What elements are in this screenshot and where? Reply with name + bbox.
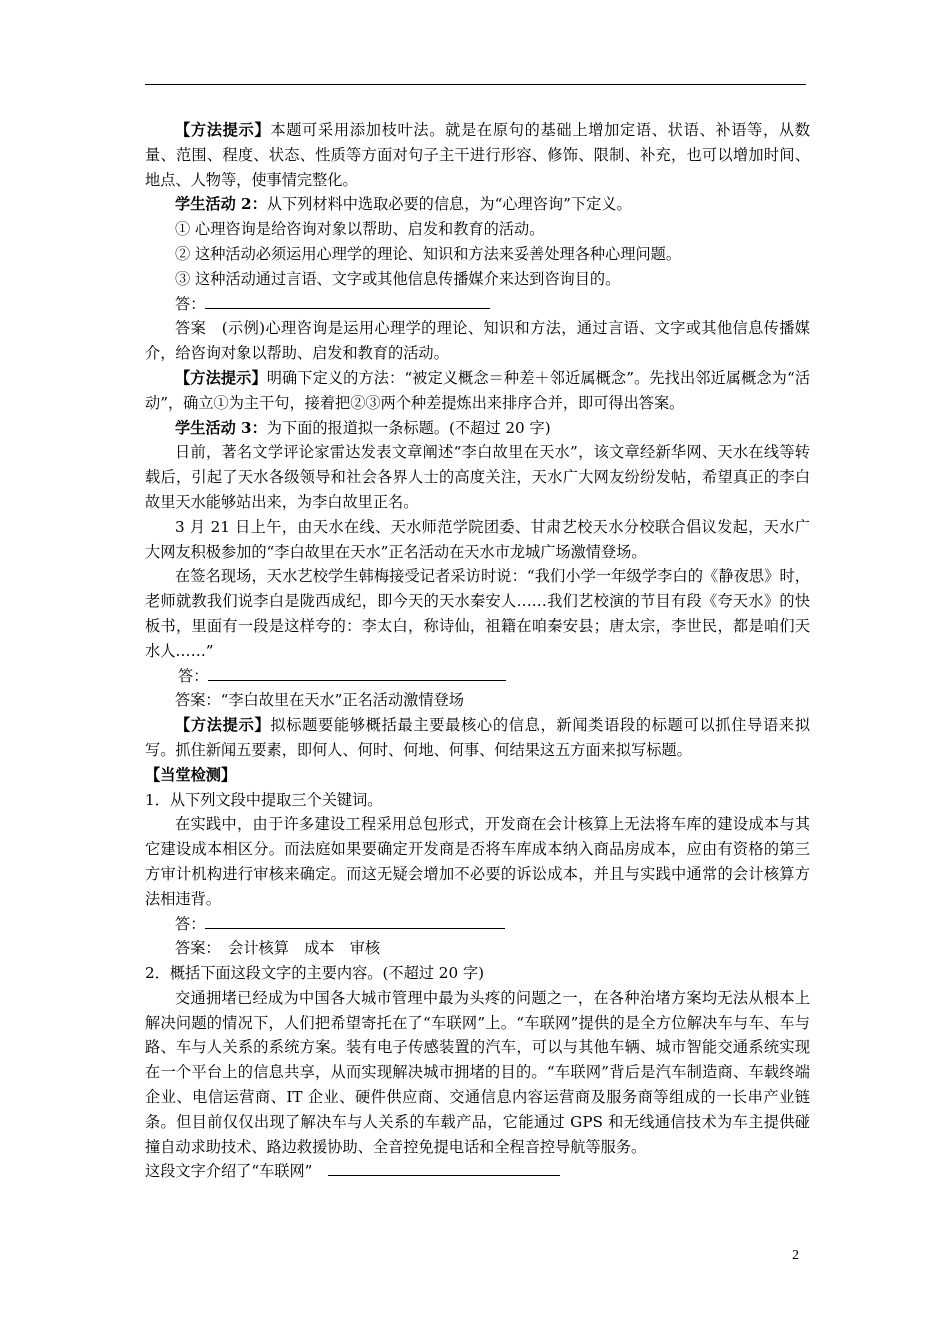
method-tip-3 [145, 713, 810, 763]
lead-text: 这段文字介绍了“车联网” [145, 1162, 313, 1181]
question-2-prompt: 2．概括下面这段文字的主要内容。(不超过 20 字) [145, 964, 485, 983]
material-item: ① 心理咨询是给咨询对象以帮助、启发和教育的活动。 [175, 220, 545, 239]
answer-label: 答： [178, 666, 209, 685]
answer-text: 答案 (示例)心理咨询是运用心理学的理论、知识和方法，通过言语、文字或其他信息传播媒介，给咨询对象以帮助、启发和教育的活动。 [145, 319, 810, 363]
question-1-passage: 在实践中，由于许多建设工程采用总包形式，开发商在会计核算上无法将车库的建设成本与其它建设成本相区分。而法庭如果要确定开发商是否将车库成本纳入商品房成本，应由有资格的第三方审计机构进行审核来确定。而这无疑会增加不必要的诉讼成本，并且与实践中通常的会计核算方法相违背。 [145, 815, 810, 908]
method-text: 拟标题要能够概括最主要最核心的信息，新闻类语段的标题可以抓住导语来拟写。抓住新闻五要素，即何人、何时、何地、何事、何结果这五方面来拟写标题。 [145, 716, 811, 759]
method-tip-2 [145, 366, 810, 416]
answer-blank[interactable] [328, 1159, 560, 1176]
question-2-passage: 交通拥堵已经成为中国各大城市管理中最为头疼的问题之一，在各种治堵方案均无法从根本上解决问题的情况下，人们把希望寄托在了“车联网”上。“车联网”提供的是全方位解决车与车、车与路、车与人关系的系统方案。装有电子传感装置的汽车，可以与其他车辆、城市智能交通系统实现在一个平台上的信息共享，从而实现解决城市拥堵的目的。“车联网”背后是汽车制造商、车载终端企业、电信运营商、IT 企业、硬件供应商、交通信息内容运营商及服务商等组成的一长串产业链条。但目前仅仅出现了解决车与人关系的车载产品，它能通过 GPS 和无线通信技术为车主提供碰撞自动求助技术、路边救援协助、全音控免提电话和全程音控导航等服务。 [145, 988, 810, 1156]
document-body [145, 118, 810, 1184]
header-rule [145, 84, 806, 85]
answer-line [145, 664, 810, 689]
activity-2-heading [145, 192, 810, 217]
answer-blank[interactable] [205, 912, 505, 929]
activity-prompt: 从下列材料中选取必要的信息，为“心理咨询”下定义。 [266, 195, 632, 214]
answer-blank[interactable] [205, 292, 490, 309]
answer-text: 答案：“李白故里在天水”正名活动激情登场 [175, 691, 464, 710]
material-item: ③ 这种活动通过言语、文字或其他信息传播媒介来达到咨询目的。 [175, 269, 621, 288]
news-paragraph: 在签名现场，天水艺校学生韩梅接受记者采访时说：“我们小学一年级学李白的《静夜思》时，老师就教我们说李白是陇西成纪，即今天的天水秦安人……我们艺校演的节目有段《夸天水》的快板书，里面有一段是这样夸的：李太白，称诗仙，祖籍在咱秦安县；唐太宗，李世民，都是咱们天水人……” [145, 567, 810, 660]
answer-label: 答： [175, 914, 206, 933]
method-tag: 【方法提示】 [175, 368, 267, 387]
news-paragraph: 日前，著名文学评论家雷达发表文章阐述“李白故里在天水”，该文章经新华网、天水在线等转载后，引起了天水各级领导和社会各界人士的高度关注，天水广大网友纷纷发帖，希望真正的李白故里天水能够站出来，为李白故里正名。 [145, 443, 810, 511]
method-tip-1 [145, 118, 810, 192]
answer-line [145, 912, 810, 937]
method-tag: 【方法提示】 [175, 121, 271, 139]
question-1-prompt: 1．从下列文段中提取三个关键词。 [145, 790, 383, 809]
activity-label: 学生活动 3： [175, 418, 267, 437]
method-text: 明确下定义的方法：“被定义概念＝种差＋邻近属概念”。先找出邻近属概念为“活动”，确立①为主干句，接着把②③两个种差提炼出来排序合并，即可得出答案。 [145, 368, 811, 412]
news-paragraph: 3 月 21 日上午，由天水在线、天水师范学院团委、甘肃艺校天水分校联合倡议发起，天水广大网友积极参加的“李白故里在天水”正名活动在天水市龙城广场激情登场。 [145, 517, 810, 561]
answer-line [145, 1159, 810, 1184]
answer-label: 答： [175, 294, 206, 313]
activity-prompt: 为下面的报道拟一条标题。(不超过 20 字) [266, 418, 551, 437]
answer-text: 答案： 会计核算 成本 审核 [175, 939, 381, 958]
answer-blank[interactable] [208, 664, 506, 681]
material-item: ② 这种活动必须运用心理学的理论、知识和方法来妥善处理各种心理问题。 [175, 244, 682, 263]
activity-3-heading [145, 416, 810, 441]
section-heading-check: 【当堂检测】 [145, 765, 237, 784]
method-tag: 【方法提示】 [175, 716, 271, 735]
page-number: 2 [792, 1248, 799, 1263]
activity-label: 学生活动 2： [175, 195, 267, 214]
method-text: 本题可采用添加枝叶法。就是在原句的基础上增加定语、状语、补语等，从数量、范围、程度、状态、性质等方面对句子主干进行形容、修饰、限制、补充，也可以增加时间、地点、人物等，使事情完整化。 [145, 121, 811, 189]
answer-line [145, 292, 810, 317]
